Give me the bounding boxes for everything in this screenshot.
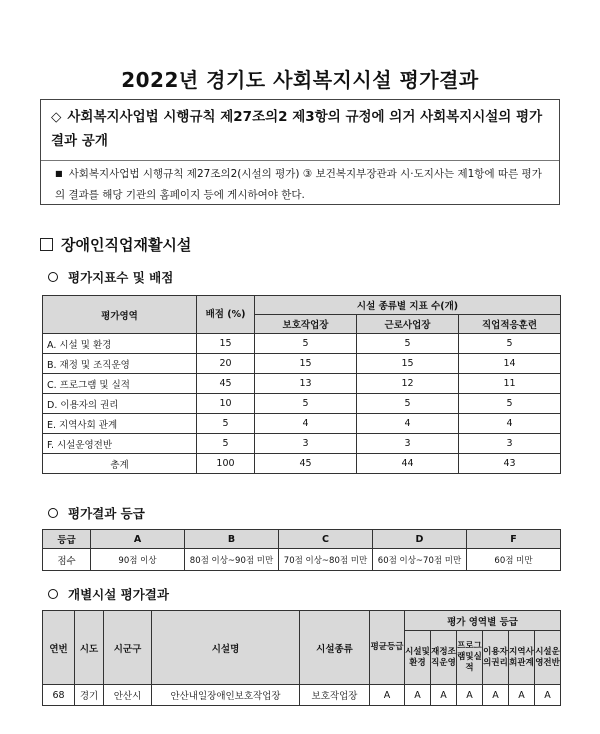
table-row — [43, 685, 561, 706]
results-subtitle — [48, 585, 169, 603]
section-title: 장애인직업재활시설 — [61, 236, 192, 254]
cell-total-label: 총계 — [43, 454, 197, 474]
cell-area-grade: A — [509, 685, 535, 706]
grades-subtitle — [48, 504, 145, 522]
cell-value: 14 — [459, 354, 561, 374]
header-area: 재정조직운영 — [431, 631, 457, 685]
header-area: 평가영역 — [43, 296, 197, 334]
header-area-group: 평가 영역별 등급 — [405, 611, 561, 631]
grade-label: B — [185, 530, 279, 549]
cell-overall: A — [370, 685, 405, 706]
cell-value: 3 — [459, 434, 561, 454]
grade-label: C — [279, 530, 373, 549]
circle-icon — [48, 508, 58, 518]
notice-box — [40, 99, 560, 205]
cell-area: E. 지역사회 관계 — [43, 414, 197, 434]
cell-value: 5 — [459, 334, 561, 354]
section-heading — [40, 234, 191, 255]
header-area: 시설및환경 — [405, 631, 431, 685]
header-sido: 시도 — [75, 611, 104, 685]
cell-area-grade: A — [483, 685, 509, 706]
results-subtitle-text: 개별시설 평가결과 — [68, 587, 169, 602]
scores-table — [42, 295, 561, 474]
cell-sido: 경기 — [75, 685, 104, 706]
header-area: 지역사회관계 — [509, 631, 535, 685]
grade-range: 90점 이상 — [91, 549, 185, 571]
cell-value: 44 — [357, 454, 459, 474]
checkbox-icon — [40, 238, 53, 251]
cell-points: 100 — [197, 454, 255, 474]
cell-area: B. 재정 및 조직운영 — [43, 354, 197, 374]
table-row — [43, 374, 561, 394]
cell-points: 45 — [197, 374, 255, 394]
grades-subtitle-text: 평가결과 등급 — [68, 506, 145, 521]
table-row — [43, 434, 561, 454]
circle-icon — [48, 272, 58, 282]
notice-body-text: 사회복지사업법 시행규칙 제27조의2(시설의 평가) ③ 보건복지부장관과 시·도지사는 제1항에 따른 평가의 결과를 해당 기관의 홈페이지 등에 게시하여야 한다. — [55, 168, 542, 201]
cell-area: D. 이용자의 권리 — [43, 394, 197, 414]
diamond-icon: ◇ — [51, 109, 62, 125]
header-name: 시설명 — [152, 611, 300, 685]
page-title: 2022년 경기도 사회복지시설 평가결과 — [121, 68, 479, 92]
results-table — [42, 610, 561, 706]
cell-value: 13 — [255, 374, 357, 394]
cell-value: 5 — [357, 334, 459, 354]
header-type: 보호작업장 — [255, 315, 357, 334]
header-no: 연번 — [43, 611, 75, 685]
cell-value: 4 — [357, 414, 459, 434]
grade-header-label: 등급 — [43, 530, 91, 549]
header-group: 시설 종류별 지표 수(개) — [255, 296, 561, 315]
grade-label: F — [467, 530, 561, 549]
cell-value: 43 — [459, 454, 561, 474]
notice-heading — [41, 100, 559, 153]
table-row — [43, 334, 561, 354]
cell-value: 4 — [459, 414, 561, 434]
scores-subtitle-text: 평가지표수 및 배점 — [68, 270, 174, 285]
header-type: 직업적응훈련 — [459, 315, 561, 334]
grade-range: 80점 이상~90점 미만 — [185, 549, 279, 571]
grade-range: 70점 이상~80점 미만 — [279, 549, 373, 571]
cell-value: 5 — [459, 394, 561, 414]
grades-table — [42, 529, 561, 571]
cell-value: 45 — [255, 454, 357, 474]
header-overall: 평균등급 — [370, 611, 405, 685]
cell-value: 5 — [255, 394, 357, 414]
scores-subtitle — [48, 268, 173, 286]
grade-label: D — [373, 530, 467, 549]
cell-area-grade: A — [405, 685, 431, 706]
notice-body — [41, 161, 559, 206]
cell-points: 20 — [197, 354, 255, 374]
notice-heading-text: 사회복지사업법 시행규칙 제27조의2 제3항의 규정에 의거 사회복지시설의 평가결과 공개 — [51, 109, 543, 149]
cell-value: 15 — [357, 354, 459, 374]
grade-label: A — [91, 530, 185, 549]
header-area: 이용자의권리 — [483, 631, 509, 685]
cell-sigungu: 안산시 — [104, 685, 152, 706]
cell-area: C. 프로그램 및 실적 — [43, 374, 197, 394]
table-row — [43, 414, 561, 434]
cell-points: 10 — [197, 394, 255, 414]
header-points: 배점 (%) — [197, 296, 255, 334]
cell-area: F. 시설운영전반 — [43, 434, 197, 454]
header-area: 시설운영전반 — [535, 631, 561, 685]
grade-range: 60점 미만 — [467, 549, 561, 571]
circle-icon — [48, 589, 58, 599]
cell-value: 5 — [357, 394, 459, 414]
cell-value: 3 — [255, 434, 357, 454]
grade-row-label: 점수 — [43, 549, 91, 571]
cell-name: 안산내일장애인보호작업장 — [152, 685, 300, 706]
grade-range: 60점 이상~70점 미만 — [373, 549, 467, 571]
cell-type: 보호작업장 — [300, 685, 370, 706]
cell-area-grade: A — [431, 685, 457, 706]
square-bullet-icon: ■ — [55, 169, 63, 178]
header-sigungu: 시군구 — [104, 611, 152, 685]
cell-value: 5 — [255, 334, 357, 354]
cell-points: 15 — [197, 334, 255, 354]
header-area: 프로그램및실적 — [457, 631, 483, 685]
cell-area-grade: A — [457, 685, 483, 706]
table-row — [43, 394, 561, 414]
cell-value: 4 — [255, 414, 357, 434]
cell-no: 68 — [43, 685, 75, 706]
cell-points: 5 — [197, 434, 255, 454]
cell-points: 5 — [197, 414, 255, 434]
cell-area: A. 시설 및 환경 — [43, 334, 197, 354]
cell-value: 11 — [459, 374, 561, 394]
total-row — [43, 454, 561, 474]
header-type: 시설종류 — [300, 611, 370, 685]
cell-value: 15 — [255, 354, 357, 374]
cell-area-grade: A — [535, 685, 561, 706]
header-type: 근로사업장 — [357, 315, 459, 334]
cell-value: 12 — [357, 374, 459, 394]
cell-value: 3 — [357, 434, 459, 454]
table-row — [43, 354, 561, 374]
